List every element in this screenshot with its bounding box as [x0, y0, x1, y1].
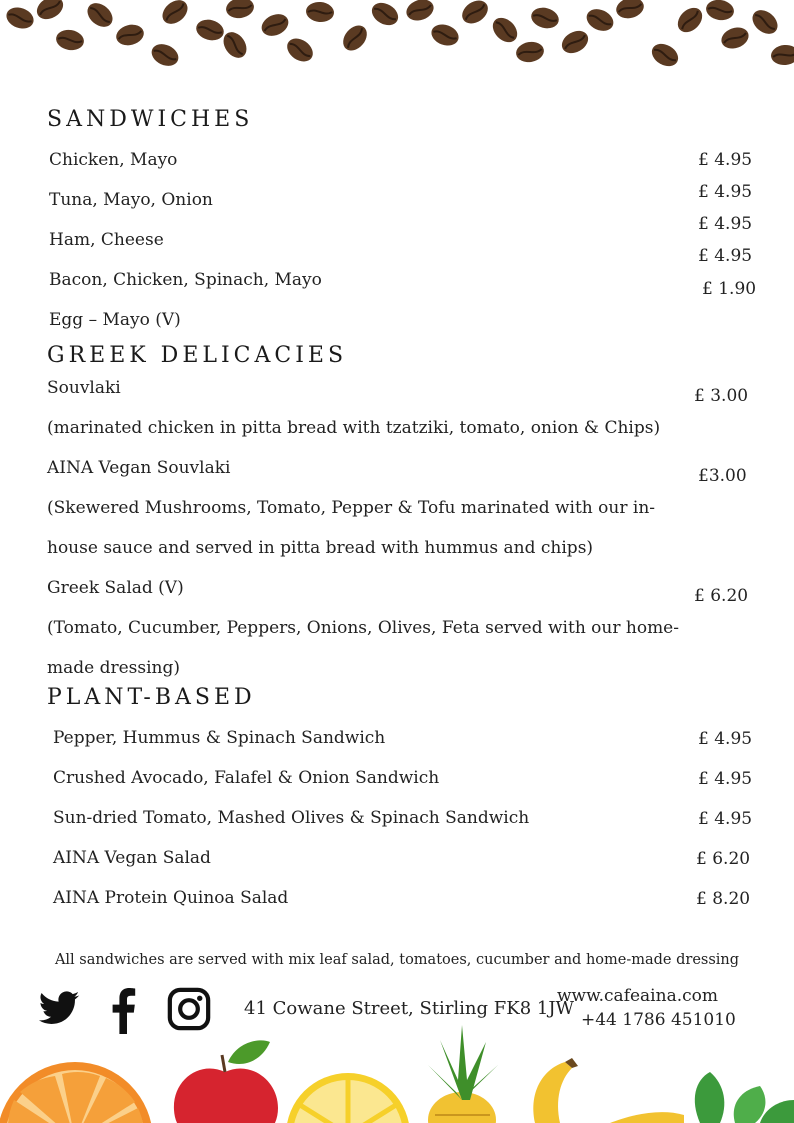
menu-item-price: £ 6.20: [696, 849, 751, 869]
banana-icon: [533, 1058, 684, 1123]
section-heading-sandwiches: SANDWICHES: [47, 107, 254, 132]
menu-item-name: Pepper, Hummus & Spinach Sandwich: [53, 728, 386, 748]
menu-item-name: Greek Salad (V): [47, 578, 184, 598]
section-heading-greek: GREEK DELICACIES: [47, 343, 348, 368]
menu-item-name: Tuna, Mayo, Onion: [49, 190, 213, 210]
orange-slice-icon: [0, 1062, 153, 1123]
menu-item-price: £ 4.95: [698, 182, 753, 202]
menu-item-price: £ 4.95: [698, 246, 753, 266]
menu-item-price: £ 4.95: [698, 809, 753, 829]
section-heading-plant-based: PLANT-BASED: [47, 685, 256, 710]
menu-item-price: £ 4.95: [698, 729, 753, 749]
cafe-address: 41 Cowane Street, Stirling FK8 1JW: [244, 998, 575, 1019]
menu-item-price: £ 3.00: [694, 386, 749, 406]
menu-item-name: Ham, Cheese: [49, 230, 164, 250]
menu-item-price: £ 6.20: [694, 586, 749, 606]
menu-item-name: Egg – Mayo (V): [49, 310, 181, 330]
website-link[interactable]: www.cafeaina.com: [557, 986, 718, 1006]
menu-item-name: Sun-dried Tomato, Mashed Olives & Spinach Sandwich: [53, 808, 530, 828]
menu-item-price: £ 4.95: [698, 214, 753, 234]
fruit-decoration: [0, 1020, 794, 1123]
menu-item-name: AINA Vegan Salad: [53, 848, 211, 868]
menu-item-price: £ 4.95: [698, 150, 753, 170]
coffee-beans-decoration: [0, 0, 794, 80]
menu-item-name: AINA Vegan Souvlaki: [47, 458, 231, 478]
menu-item-description: (Skewered Mushrooms, Tomato, Pepper & Tofu marinated with our in-: [47, 498, 656, 518]
menu-item-price: £3.00: [698, 466, 747, 486]
menu-item-price: £ 1.90: [702, 279, 757, 299]
menu-item-name: Crushed Avocado, Falafel & Onion Sandwich: [53, 768, 440, 788]
lemon-slice-icon: [286, 1073, 410, 1123]
mint-leaves-icon: [695, 1072, 794, 1123]
menu-item-description: (Tomato, Cucumber, Peppers, Onions, Olives, Feta served with our home-: [47, 618, 679, 638]
menu-item-description: house sauce and served in pitta bread with hummus and chips): [47, 538, 594, 558]
phone-number: +44 1786 451010: [581, 1010, 736, 1030]
serving-note: All sandwiches are served with mix leaf salad, tomatoes, cucumber and home-made dressing: [54, 952, 740, 968]
menu-item-description: (marinated chicken in pitta bread with tzatziki, tomato, onion & Chips): [47, 418, 661, 438]
menu-item-description: made dressing): [47, 658, 181, 678]
menu-item-name: Bacon, Chicken, Spinach, Mayo: [49, 270, 322, 290]
menu-item-name: Souvlaki: [47, 378, 121, 398]
menu-item-name: AINA Protein Quinoa Salad: [53, 888, 289, 908]
pineapple-icon: [428, 1025, 498, 1123]
menu-item-price: £ 4.95: [698, 769, 753, 789]
apple-icon: [174, 1040, 278, 1123]
menu-item-price: £ 8.20: [696, 889, 751, 909]
menu-item-name: Chicken, Mayo: [49, 150, 178, 170]
